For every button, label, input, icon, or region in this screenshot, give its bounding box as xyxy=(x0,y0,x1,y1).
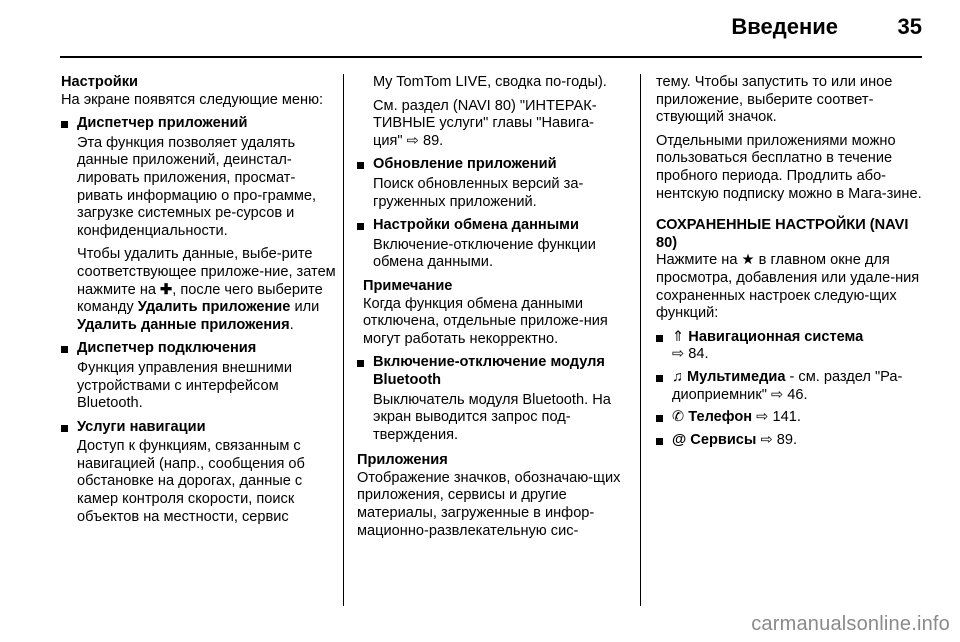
page-ref-icon: ⇨ xyxy=(756,409,769,426)
page-header xyxy=(0,0,960,60)
page-ref-icon: ⇨ xyxy=(672,346,685,363)
apps-text: Отображение значков, обозначаю-щих приложения, сервисы и другие материалы, загруженные в инфор-мационно-развлекательную сис- xyxy=(357,469,621,539)
saved-settings-heading: СОХРАНЕННЫЕ НАСТРОЙКИ (NAVI 80) xyxy=(656,217,909,251)
page-ref-icon: ⇨ xyxy=(760,431,773,448)
nav-services-ref: См. раздел (NAVI 80) "ИНТЕРАК-ТИВНЫЕ услуги" главы "Навига-ция" ⇨ 89. xyxy=(373,97,597,149)
list-item-app-manager: Диспетчер приложений xyxy=(61,115,337,133)
at-icon: @ xyxy=(672,431,687,448)
settings-intro: На экране появятся следующие меню: xyxy=(61,91,324,108)
nav-services-text: Доступ к функциям, связанным с навигацией (напр., сообщения об обстановке на дорогах, данные с камер контроля скорости, поиск объектов на местности, сервис xyxy=(77,438,305,525)
note-text: Когда функция обмена данными отключена, отдельные приложе-ния могут работать некорректно. xyxy=(363,295,608,347)
bullet-icon xyxy=(656,335,663,342)
page-ref-icon: ⇨ xyxy=(406,132,419,149)
app-manager-text: Эта функция позволяет удалять данные приложений, деинстал-лировать приложения, просмат-ривать информацию о про-грамме, загрузке системных ре-сурсов и конфиденциальности. xyxy=(77,134,317,239)
apps-cont: тему. Чтобы запустить то или иное приложение, выберите соответ-ствующий значок. xyxy=(656,74,893,126)
list-item-phone: ✆ Телефон ⇨ 141. xyxy=(656,409,926,427)
list-item-app-update: Обновление приложений xyxy=(357,156,621,174)
data-sharing-text: Включение-отключение функции обмена данными. xyxy=(373,236,596,271)
column-2 xyxy=(357,74,621,546)
page-number: 35 xyxy=(897,14,922,39)
list-item-services: @ Сервисы ⇨ 89. xyxy=(656,432,926,450)
connection-manager-text: Функция управления внешними устройствами с интерфейсом Bluetooth. xyxy=(77,359,292,412)
navigation-icon: ⇑ xyxy=(672,328,685,345)
bullet-icon xyxy=(61,425,68,432)
column-3 xyxy=(656,74,926,451)
column-1 xyxy=(61,74,337,532)
nav-services-cont: My TomTom LIVE, сводка по-годы). xyxy=(373,74,607,90)
column-divider xyxy=(343,74,344,606)
note-heading: Примечание xyxy=(363,277,453,294)
bullet-icon xyxy=(61,121,68,128)
list-item-data-sharing: Настройки обмена данными xyxy=(357,217,621,235)
star-icon: ★ xyxy=(741,252,755,269)
page-ref-icon: ⇨ xyxy=(770,386,784,403)
list-item-multimedia: ♫ Мультимедиа - см. раздел "Ра-диоприемник" ⇨ 46. xyxy=(656,369,926,404)
bluetooth-text: Выключатель модуля Bluetooth. На экран выводится запрос под-тверждения. xyxy=(373,391,611,443)
app-update-text: Поиск обновленных версий за-груженных приложений. xyxy=(373,175,584,210)
bullet-icon xyxy=(656,438,663,445)
list-item-nav-services: Услуги навигации xyxy=(61,419,337,437)
watermark: carmanualsonline.info xyxy=(751,613,950,635)
settings-heading: Настройки xyxy=(61,74,138,90)
list-item-navigation: ⇑ Навигационная система ⇨ 84. xyxy=(656,329,926,364)
bullet-icon xyxy=(357,162,364,169)
bullet-icon xyxy=(357,360,364,367)
header-rule xyxy=(60,56,922,58)
bullet-icon xyxy=(61,346,68,353)
page-title: Введение xyxy=(731,14,838,39)
list-item-bluetooth: Включение-отключение модуля Bluetooth xyxy=(357,354,621,389)
apps-trial: Отдельными приложениями можно пользоваться бесплатно в течение пробного периода. Продлить або-нентскую подписку можно в Мага-зине. xyxy=(656,132,922,202)
bullet-icon xyxy=(357,223,364,230)
saved-settings-text: Нажмите на ★ в главном окне для просмотра, добавления или удале-ния сохраненных настроек следую-щих функций: xyxy=(656,252,920,322)
column-divider xyxy=(640,74,641,606)
plus-icon: ✚ xyxy=(160,281,173,298)
list-item-connection-manager: Диспетчер подключения xyxy=(61,340,337,358)
music-icon: ♫ xyxy=(672,368,683,385)
bullet-icon xyxy=(656,415,663,422)
phone-icon: ✆ xyxy=(672,409,685,426)
apps-heading: Приложения xyxy=(357,452,448,469)
app-manager-delete-text: Чтобы удалить данные, выбе-рите соответствующее приложе-ние, затем нажмите на ✚, после чего выберите команду Удалить приложение или Удалить данные приложения. xyxy=(77,246,336,333)
bullet-icon xyxy=(656,375,663,382)
